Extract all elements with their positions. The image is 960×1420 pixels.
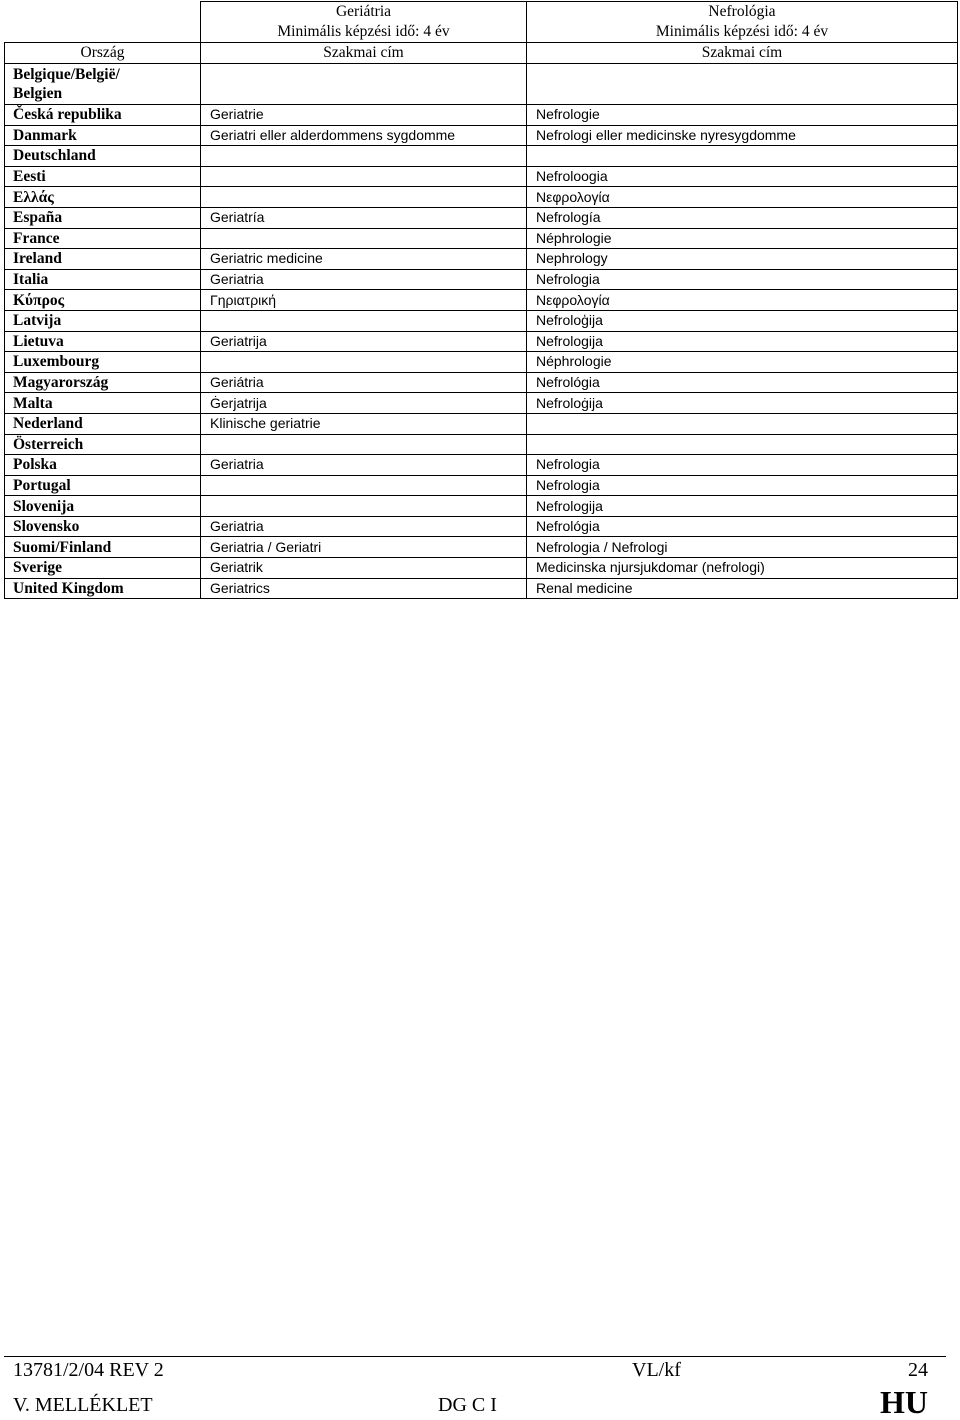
nephrology-title-cell: Nefrologi eller medicinske nyresygdomme	[527, 125, 958, 146]
nephrology-title-cell: Nefroloġija	[527, 393, 958, 414]
table-row	[5, 475, 958, 496]
header-blank-cell	[5, 2, 201, 43]
country-cell: Sverige	[5, 558, 201, 579]
table-row	[5, 207, 958, 228]
nephrology-title-cell: Nefrologia / Nefrologi	[527, 537, 958, 558]
country-cell: Latvija	[5, 310, 201, 331]
geriatrics-title-cell	[201, 228, 527, 249]
geriatrics-min-training: Minimális képzési idő: 4 év	[277, 23, 450, 40]
country-cell: España	[5, 207, 201, 228]
table-row	[5, 578, 958, 599]
table-row	[5, 558, 958, 579]
nephrology-title-header: Szakmai cím	[527, 43, 958, 64]
geriatrics-name: Geriátria	[335, 3, 392, 20]
nephrology-title-cell: Νεφρολογία	[527, 187, 958, 208]
country-cell: Suomi/Finland	[5, 537, 201, 558]
country-cell: Danmark	[5, 125, 201, 146]
nephrology-title-cell: Nefrológia	[527, 372, 958, 393]
geriatrics-title-cell: Geriátria	[201, 372, 527, 393]
country-cell: Deutschland	[5, 146, 201, 167]
geriatrics-title-cell: Geriatria	[201, 455, 527, 476]
country-cell: United Kingdom	[5, 578, 201, 599]
country-cell: Italia	[5, 269, 201, 290]
nephrology-title-cell: Nephrology	[527, 249, 958, 270]
geriatrics-title-cell: Geriatrics	[201, 578, 527, 599]
table-row	[5, 372, 958, 393]
country-cell: Κύπρος	[5, 290, 201, 311]
country-cell: Ελλάς	[5, 187, 201, 208]
country-cell: Ireland	[5, 249, 201, 270]
footer-language: HU	[880, 1384, 928, 1420]
nephrology-name: Nefrológia	[708, 3, 776, 20]
header-row-specialties	[5, 2, 958, 43]
geriatrics-title-cell: Geriatric medicine	[201, 249, 527, 270]
nephrology-title-cell: Nefroloģija	[527, 310, 958, 331]
footer-dg: DG C I	[438, 1394, 497, 1416]
header-row-columns	[5, 43, 958, 64]
geriatrics-title-cell: Geriatrie	[201, 105, 527, 126]
geriatrics-title-cell	[201, 434, 527, 455]
nephrology-title-cell: Nefrologia	[527, 475, 958, 496]
specialty-table	[4, 1, 958, 599]
country-cell: Portugal	[5, 475, 201, 496]
nephrology-title-cell: Νεφρολογία	[527, 290, 958, 311]
country-cell: Magyarország	[5, 372, 201, 393]
country-cell: Lietuva	[5, 331, 201, 352]
geriatrics-title-cell: Geriatria	[201, 516, 527, 537]
country-cell: Slovensko	[5, 516, 201, 537]
country-cell: Malta	[5, 393, 201, 414]
table-row	[5, 125, 958, 146]
geriatrics-title-cell: Geriatria / Geriatri	[201, 537, 527, 558]
geriatrics-header-cell	[201, 2, 527, 43]
country-cell: Nederland	[5, 413, 201, 434]
nephrology-header-cell	[527, 2, 958, 43]
table-row	[5, 187, 958, 208]
table-row	[5, 64, 958, 105]
geriatrics-title-cell: Geriatría	[201, 207, 527, 228]
geriatrics-title-cell	[201, 352, 527, 373]
table-row	[5, 537, 958, 558]
country-cell: Österreich	[5, 434, 201, 455]
table-row	[5, 249, 958, 270]
geriatrics-title-cell	[201, 310, 527, 331]
geriatrics-title-cell	[201, 146, 527, 167]
nephrology-title-cell: Néphrologie	[527, 352, 958, 373]
footer-doc-ref: 13781/2/04 REV 2	[13, 1359, 164, 1381]
geriatrics-title-cell: Γηριατρική	[201, 290, 527, 311]
nephrology-title-cell: Nefrologija	[527, 331, 958, 352]
nephrology-title-cell: Nefrologie	[527, 105, 958, 126]
geriatrics-title-cell	[201, 187, 527, 208]
nephrology-title-cell: Néphrologie	[527, 228, 958, 249]
table-row	[5, 516, 958, 537]
table-row	[5, 105, 958, 126]
footer-page-number: 24	[908, 1359, 928, 1381]
nephrology-title-cell	[527, 413, 958, 434]
geriatrics-title-cell: Geriatrija	[201, 331, 527, 352]
nephrology-title-cell: Nefroloogia	[527, 166, 958, 187]
nephrology-min-training: Minimális képzési idő: 4 év	[655, 23, 829, 40]
country-cell: Luxembourg	[5, 352, 201, 373]
nephrology-title-cell: Nefrología	[527, 207, 958, 228]
table-row	[5, 455, 958, 476]
table-row	[5, 496, 958, 517]
nephrology-title-cell: Nefrologia	[527, 269, 958, 290]
nephrology-title-cell	[527, 64, 958, 105]
footer-initials: VL/kf	[632, 1359, 681, 1381]
nephrology-title-cell	[527, 434, 958, 455]
table-row	[5, 166, 958, 187]
geriatrics-title-cell: Geriatri eller alderdommens sygdomme	[201, 125, 527, 146]
country-cell: Slovenija	[5, 496, 201, 517]
table-row	[5, 146, 958, 167]
table-row	[5, 290, 958, 311]
nephrology-title-cell: Renal medicine	[527, 578, 958, 599]
geriatrics-title-cell: Geriatrik	[201, 558, 527, 579]
nephrology-title-cell: Nefrologia	[527, 455, 958, 476]
nephrology-title-cell: Nefrologija	[527, 496, 958, 517]
table-row	[5, 434, 958, 455]
nephrology-title-cell: Nefrológia	[527, 516, 958, 537]
country-cell: Eesti	[5, 166, 201, 187]
table-row	[5, 352, 958, 373]
country-cell: France	[5, 228, 201, 249]
geriatrics-title-header: Szakmai cím	[201, 43, 527, 64]
geriatrics-title-cell	[201, 64, 527, 105]
table-row	[5, 331, 958, 352]
geriatrics-title-cell: Klinische geriatrie	[201, 413, 527, 434]
table-row	[5, 269, 958, 290]
geriatrics-title-cell	[201, 475, 527, 496]
geriatrics-title-cell	[201, 166, 527, 187]
country-column-header: Ország	[5, 43, 201, 64]
geriatrics-title-cell	[201, 496, 527, 517]
nephrology-title-cell	[527, 146, 958, 167]
geriatrics-title-cell: Geriatria	[201, 269, 527, 290]
table-row	[5, 393, 958, 414]
country-cell: Belgique/België/ Belgien	[5, 64, 201, 105]
table-row	[5, 310, 958, 331]
country-cell: Polska	[5, 455, 201, 476]
footer-rule	[4, 1356, 946, 1357]
country-cell: Česká republika	[5, 105, 201, 126]
geriatrics-title-cell: Ġerjatrija	[201, 393, 527, 414]
nephrology-title-cell: Medicinska njursjukdomar (nefrologi)	[527, 558, 958, 579]
table-row	[5, 228, 958, 249]
footer-annex: V. MELLÉKLET	[13, 1394, 153, 1416]
table-row	[5, 413, 958, 434]
